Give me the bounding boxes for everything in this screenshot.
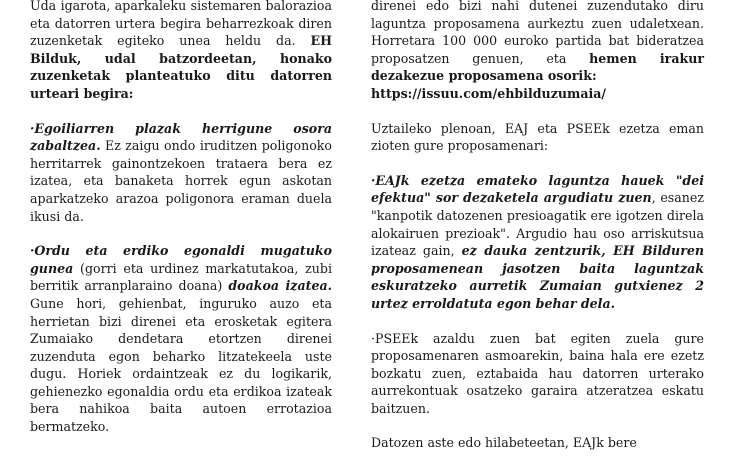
item-resident-parking bbox=[30, 120, 332, 226]
eaj-rebuttal: ez dauka zentzurik, EH Bilduren proposamenean jasotzen baita laguntzak eskuratzeko aurretik Zumaian gutxienez 2 urtez erroldatuta egon behar dela. bbox=[371, 243, 704, 311]
proposal-text: direnei edo bizi nahi dutenei zuzendutako diru laguntza proposamena aurkeztu zuen udaletxean. Horretara 100 000 euroko partida bat bideratzea proposatzen genuen, eta bbox=[371, 0, 704, 66]
proposal-link[interactable]: https://issuu.com/ehbilduzumaia/ bbox=[371, 85, 607, 101]
item-limited-stay-zone bbox=[30, 242, 332, 436]
intro-paragraph bbox=[30, 0, 332, 103]
intro-bold-text: EH Bilduk, udal batzordeetan, honako zuzenketak planteatuko ditu datorren urteari begira: bbox=[30, 33, 332, 101]
item-limited-stay-title: ·Ordu eta erdiko egonaldi mugatuko gunea bbox=[30, 243, 332, 276]
item-limited-stay-paren: (gorri eta urdinez markatutakoa, zubi berritik arranplaraino doana) bbox=[30, 260, 332, 294]
proposal-paragraph bbox=[371, 0, 704, 103]
eaj-argument: ·EAJk ezetza emateko laguntza hauek "dei efektua" sor dezaketela argudiatu zuen bbox=[371, 172, 704, 206]
plenary-paragraph: Uztaileko plenoan, EAJ eta PSEEk ezetza eman zioten gure proposamenari: bbox=[371, 120, 704, 154]
right-column bbox=[371, 0, 704, 469]
closing-paragraph: Datozen aste edo hilabeteetan, EAJk bere bbox=[371, 435, 637, 451]
psee-paragraph: ·PSEEk azaldu zuen bat egiten zuela gure proposamenaren asmoarekin, baina hala ere ezetz bozkatu zuen, eztabaida hau datorren urterako aurrekontuak osatzeko garaira atzeratzea eskatu baitzuen. bbox=[371, 330, 704, 416]
left-column bbox=[30, 0, 332, 453]
eaj-text: , esanez "kanpotik datozenen presioagatik ere igotzen direla alokairuen prezioak". Argudio hau oso arriskutsua izateaz gain, bbox=[371, 190, 704, 259]
item-limited-stay-end: doakoa izatea. bbox=[228, 278, 332, 294]
intro-text: Uda igarota, aparkaleku sistemaren balorazioa eta datorren urtera begira beharrezkoak diren zuzenketak egiteko unea heldu da. bbox=[30, 0, 332, 49]
proposal-read-here[interactable]: hemen irakur dezakezue proposamena osorik: bbox=[371, 50, 704, 84]
eaj-paragraph bbox=[371, 172, 704, 313]
item-resident-parking-text: Ez zaigu ondo iruditzen poligonoko herritarrek gainontzekoen trataera bera ez izatea, eta banaketa horrek egun askotan aparkatzeko arazoa poligonora eraman duela ikusi da. bbox=[30, 138, 332, 224]
item-resident-parking-title: ·Egoiliarren plazak herrigune osora zabaltzea. bbox=[30, 120, 332, 154]
item-limited-stay-text: Gune hori, gehienbat, inguruko auzo eta herrietan bizi direnei eta erosketak egitera Zumaiako dendetara etortzen direnei zuzenduta egon beharko litzatekeela uste dugu. Horiek ordaintzeak ez du logikarik, gehienezko egonaldia ordu eta erdikoa izateak bera nahikoa baita autoen errotazioa bermatzeko. bbox=[30, 295, 332, 435]
